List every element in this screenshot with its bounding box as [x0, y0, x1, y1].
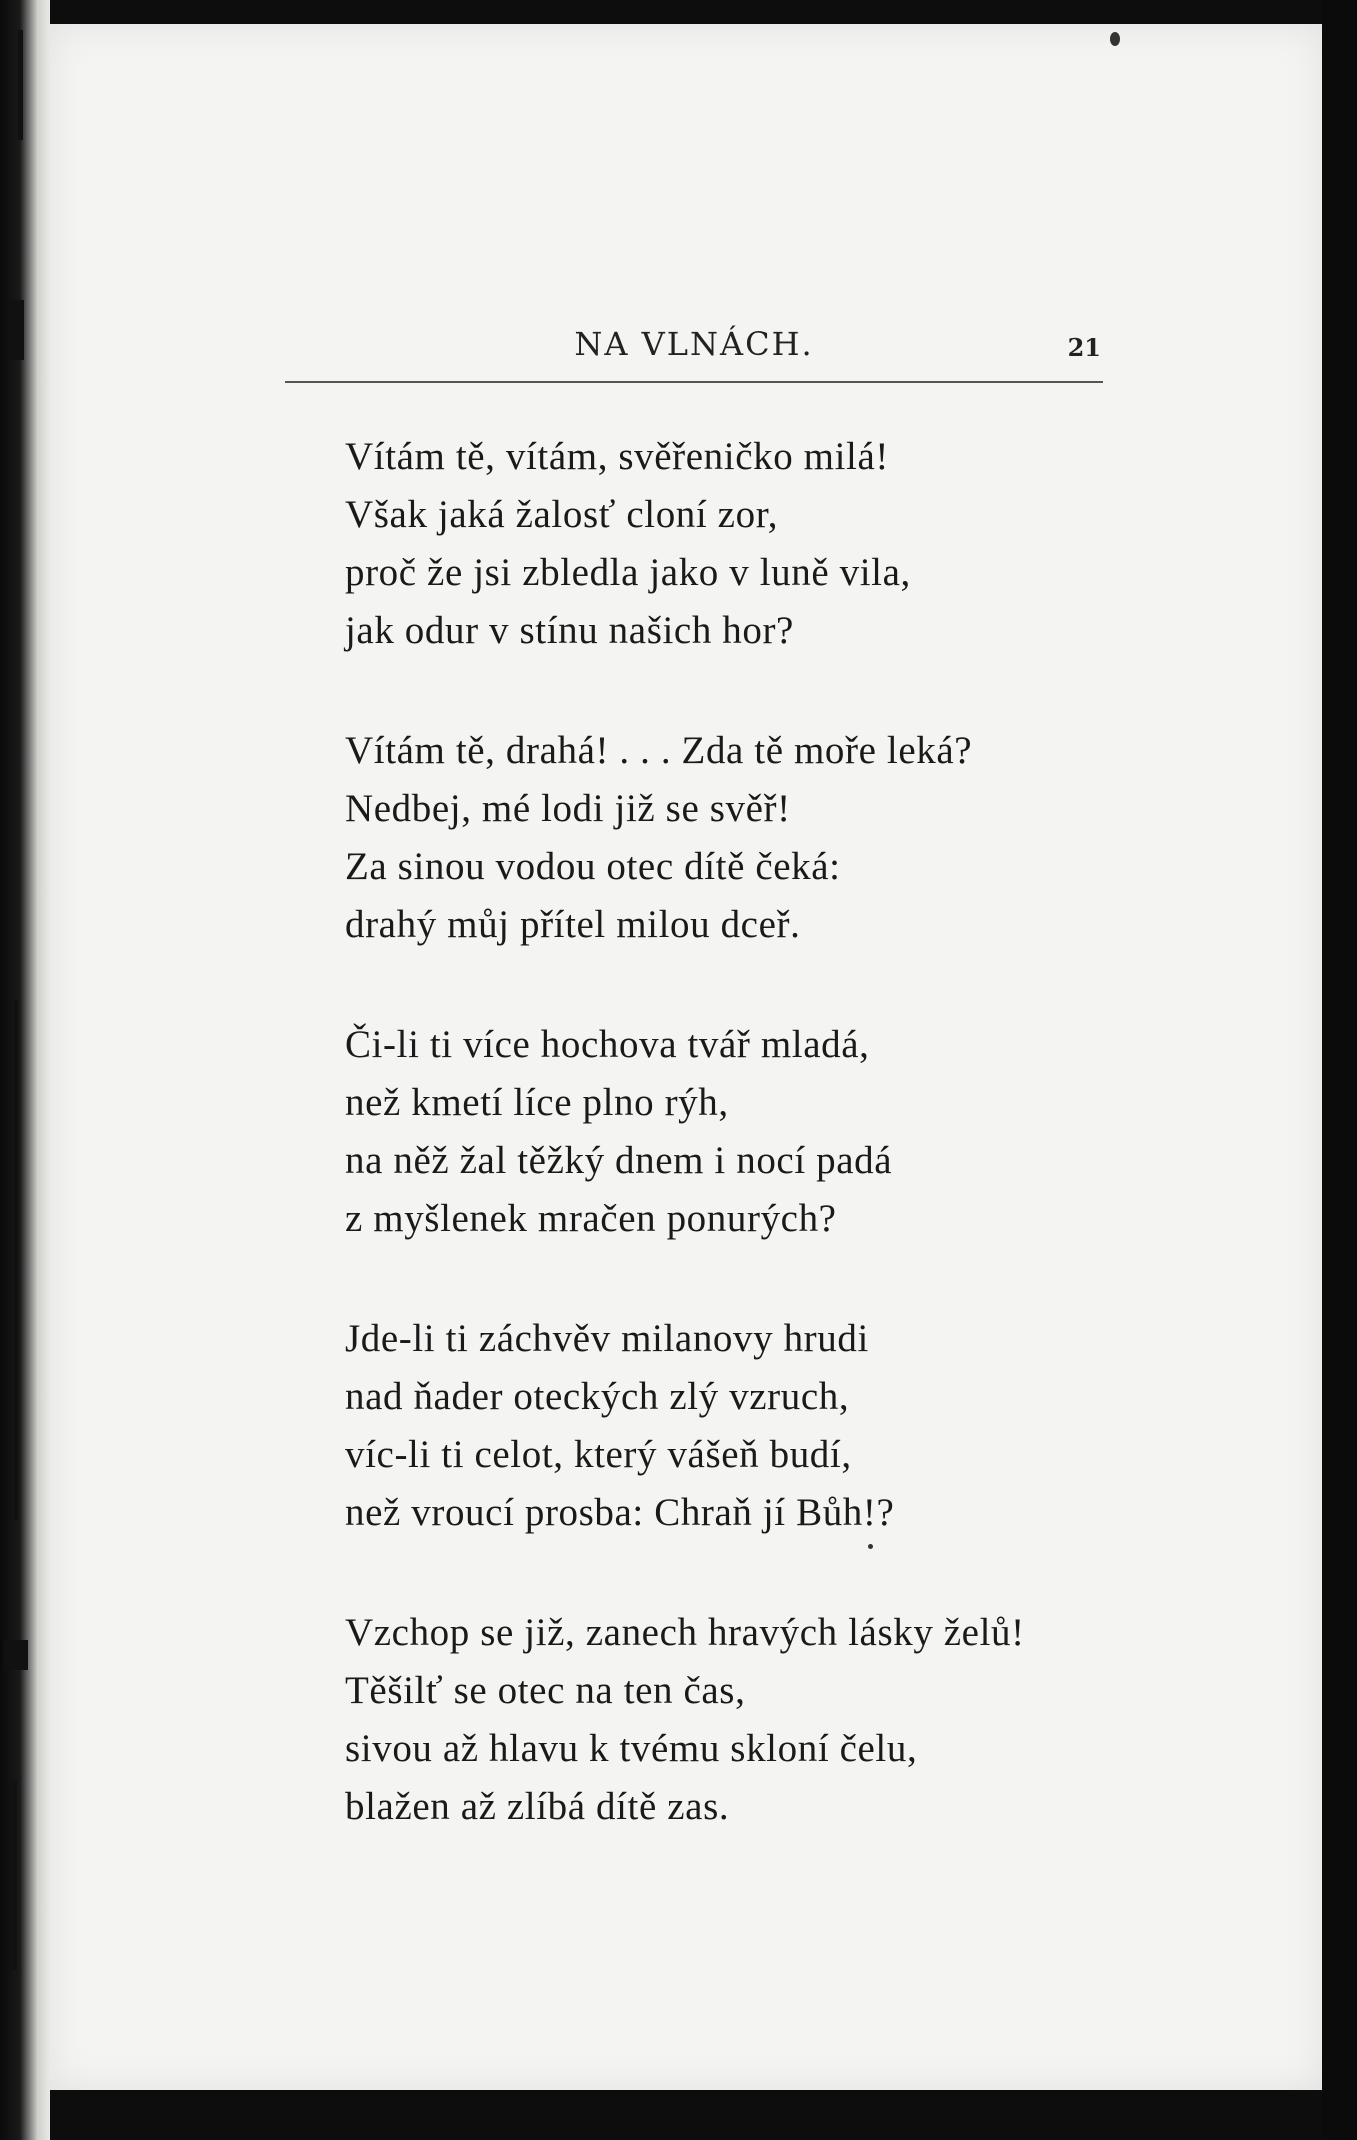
binding-shadow-mark	[4, 1640, 28, 1670]
stanza	[345, 428, 1245, 660]
poem-line: Však jaká žalosť cloní zor,	[345, 493, 779, 536]
poem-body	[345, 428, 1245, 1898]
poem-line: nad ňader oteckých zlý vzruch,	[345, 1375, 850, 1418]
scan-border-right	[1322, 0, 1357, 2140]
poem-line: Či-li ti více hochova tvář mladá,	[345, 1023, 870, 1066]
poem-line: Těšilť se otec na ten čas,	[345, 1669, 746, 1712]
poem-line: jak odur v stínu našich hor?	[345, 609, 794, 652]
poem-line: než vroucí prosba: Chraň jí Bůh!?	[345, 1491, 895, 1534]
poem-line: blažen až zlíbá dítě zas.	[345, 1785, 730, 1828]
stanza	[345, 1604, 1245, 1836]
page-header	[285, 321, 1103, 383]
binding-shadow-mark	[10, 300, 24, 360]
poem-line: Vzchop se již, zanech hravých lásky želů!	[345, 1611, 1025, 1654]
poem-line: víc-li ti celot, který vášeň budí,	[345, 1433, 852, 1476]
binding-shadow-mark	[18, 30, 23, 140]
poem-line: sivou až hlavu k tvému skloní čelu,	[345, 1727, 918, 1770]
poem-line: na něž žal těžký dnem i nocí padá	[345, 1139, 893, 1182]
poem-line: Za sinou vodou otec dítě čeká:	[345, 845, 841, 888]
stanza	[345, 1310, 1245, 1542]
stanza	[345, 722, 1245, 954]
print-speck	[1110, 32, 1120, 46]
binding-shadow-mark	[12, 1780, 17, 1970]
poem-line: Vítám tě, vítám, svěřeničko milá!	[345, 435, 889, 478]
binding-shadow-mark	[14, 1000, 18, 1520]
page-number: 21	[1067, 333, 1101, 362]
poem-line: Jde-li ti záchvěv milanovy hrudi	[345, 1317, 869, 1360]
book-binding-edge	[0, 0, 50, 2140]
book-page	[50, 24, 1322, 2090]
running-title: NA VLNÁCH.	[574, 325, 814, 363]
stanza	[345, 1016, 1245, 1248]
poem-line: Vítám tě, drahá! . . . Zda tě moře leká?	[345, 729, 973, 772]
poem-line: Nedbej, mé lodi již se svěř!	[345, 787, 791, 830]
poem-line: drahý můj přítel milou dceř.	[345, 903, 801, 946]
poem-line: než kmetí líce plno rýh,	[345, 1081, 729, 1124]
poem-line: z myšlenek mračen ponurých?	[345, 1197, 837, 1240]
poem-line: proč že jsi zbledla jako v luně vila,	[345, 551, 911, 594]
